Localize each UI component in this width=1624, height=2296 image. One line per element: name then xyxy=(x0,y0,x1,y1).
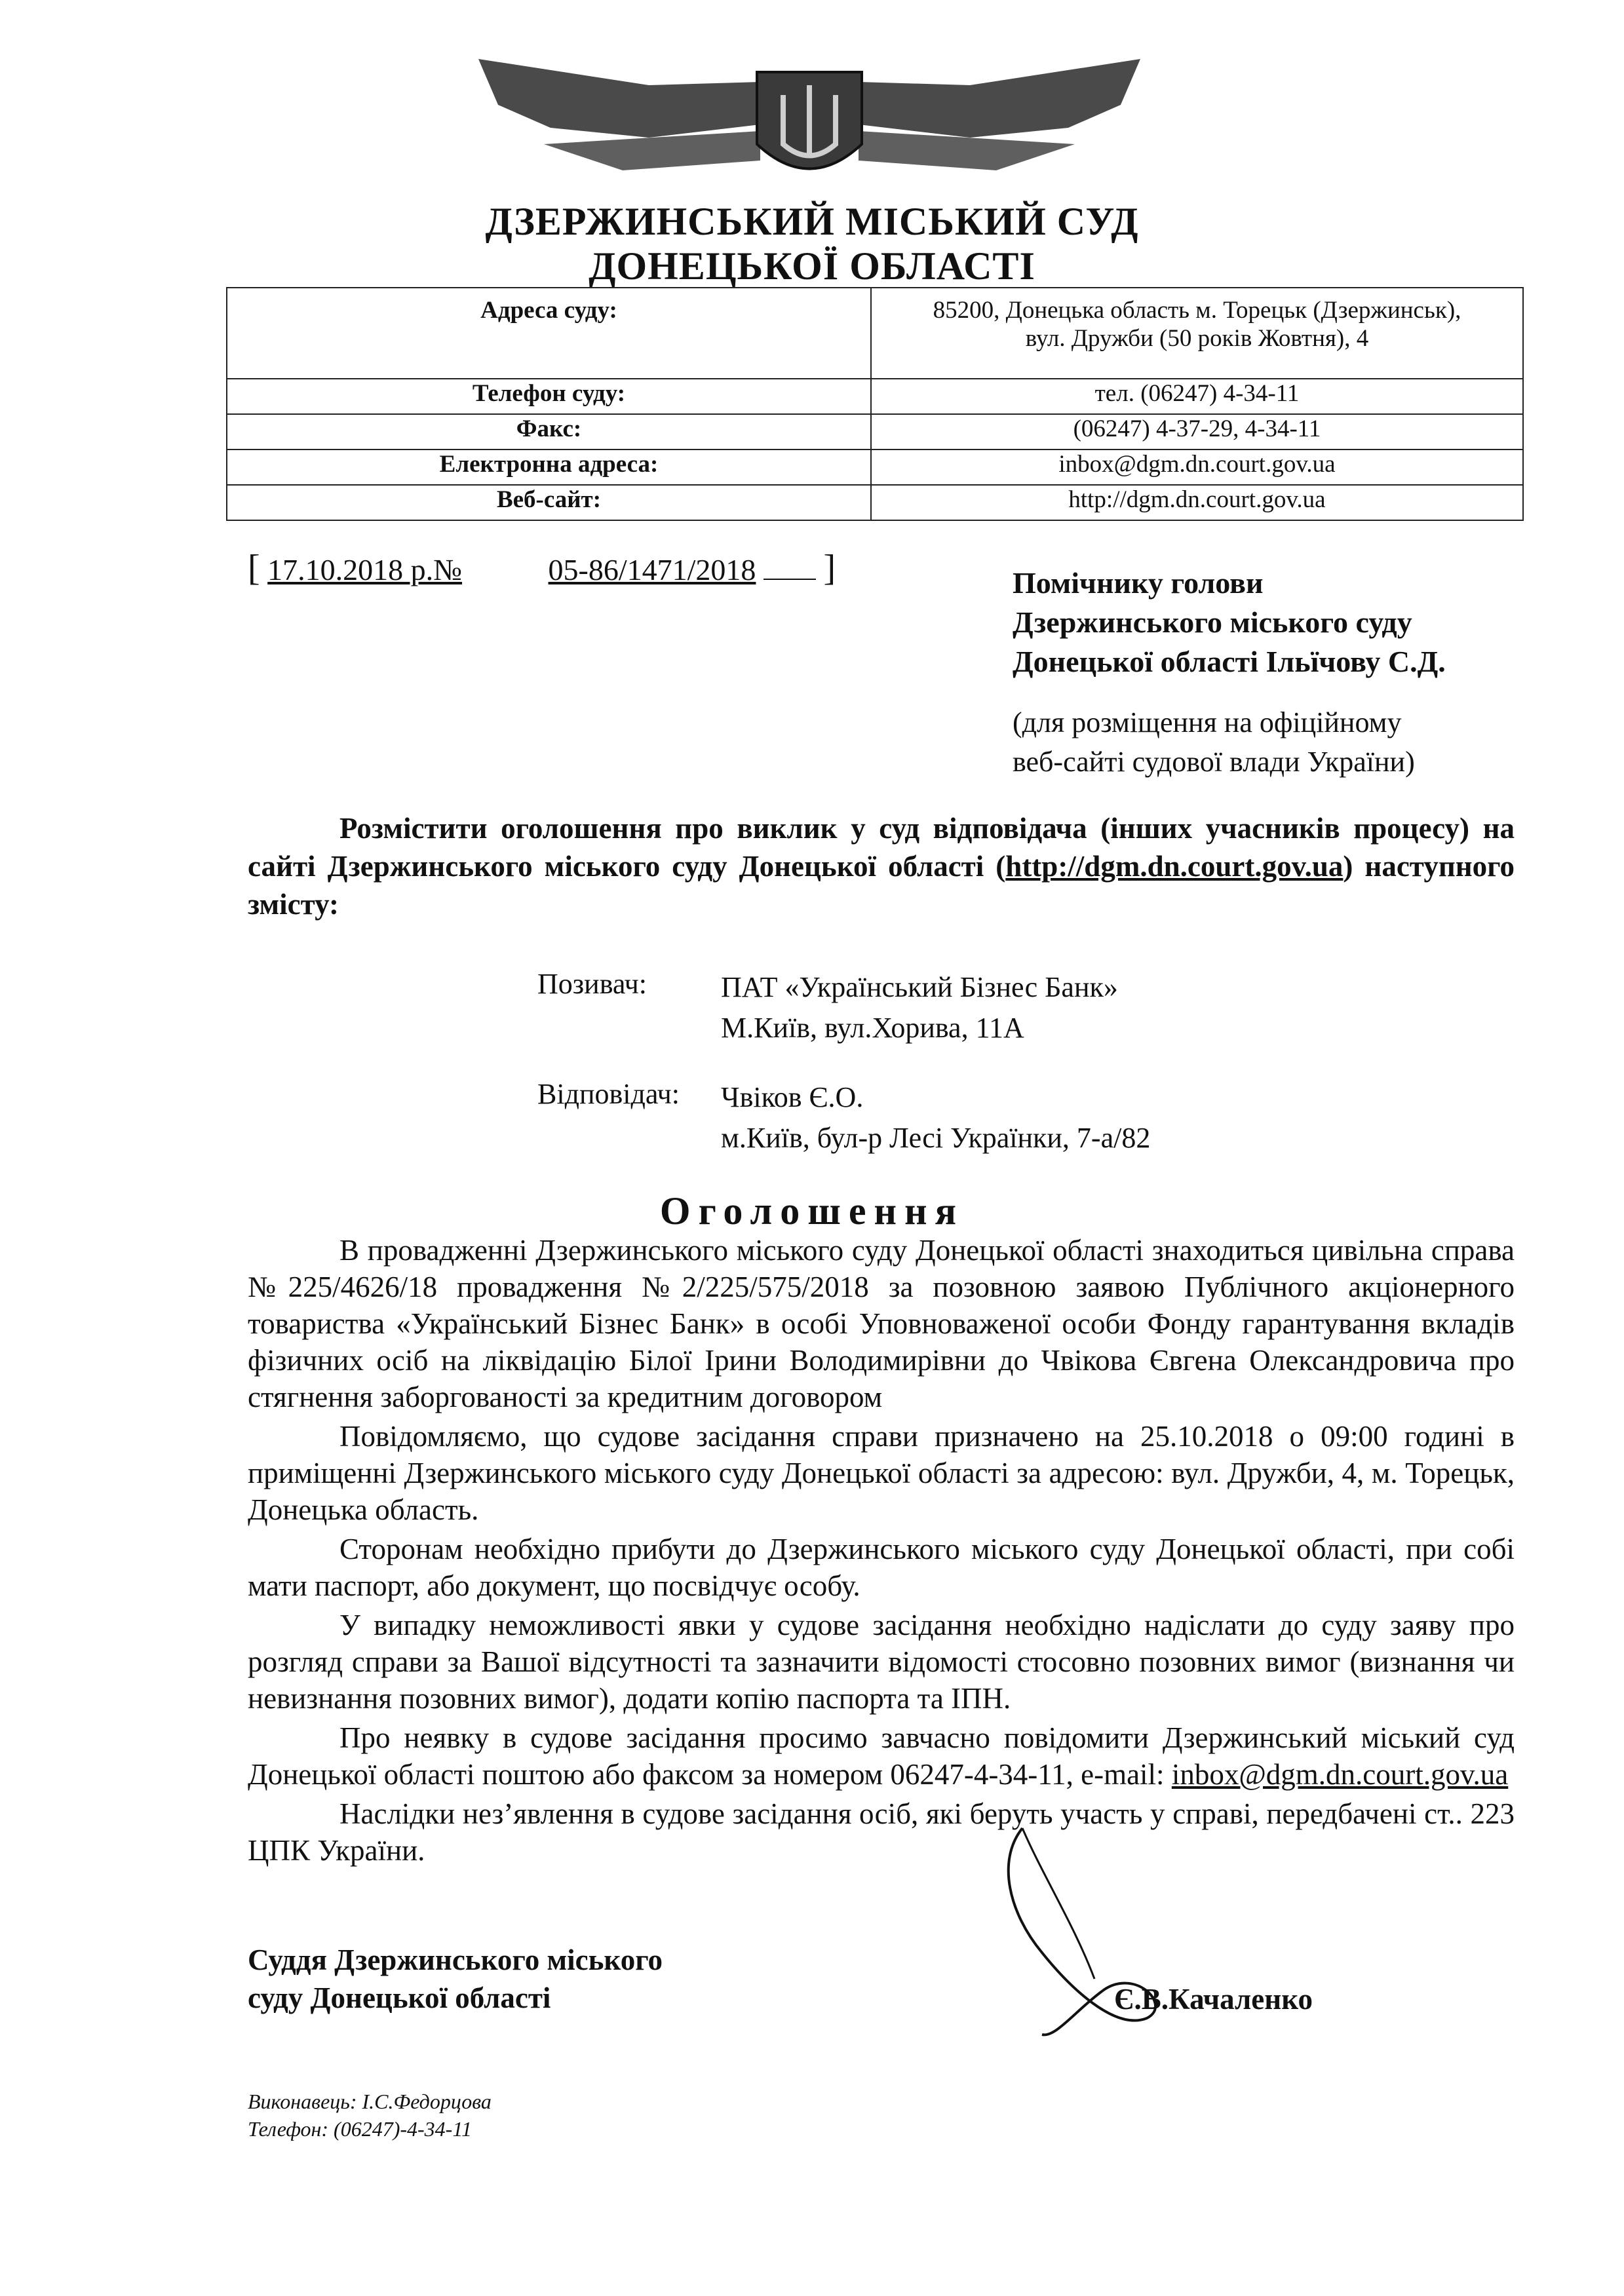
table-row xyxy=(227,450,1523,485)
request-text-end: ) наступного змісту: xyxy=(248,850,1515,921)
table-row xyxy=(227,379,1523,414)
phone-label: Телефон суду: xyxy=(227,379,871,414)
executor-line: Виконавець: І.С.Федорцова xyxy=(248,2090,492,2113)
website-label: Веб-сайт: xyxy=(227,485,871,520)
addressee-note-line2: веб-сайті судової влади України) xyxy=(1013,746,1415,778)
court-email-link[interactable]: inbox@dgm.dn.court.gov.ua xyxy=(1171,1758,1509,1791)
fax-label: Факс: xyxy=(227,414,871,450)
reference-bracket-open: [ xyxy=(248,548,260,588)
request-paragraph xyxy=(248,809,1515,923)
signer-name: Є.В.Качаленко xyxy=(1114,1983,1313,2016)
plaintiff-address: М.Київ, вул.Хорива, 11А xyxy=(721,1012,1024,1044)
defendant-details xyxy=(721,1077,1150,1158)
executor-block xyxy=(248,2088,492,2143)
website-value: http://dgm.dn.court.gov.ua xyxy=(871,485,1523,520)
announcement-body xyxy=(248,1232,1515,1871)
table-row xyxy=(227,485,1523,520)
addressee-line2: Дзержинського міського суду xyxy=(1013,605,1412,639)
announcement-paragraph: Повідомляємо, що судове засідання справи призначено на 25.10.2018 о 09:00 годині в приміщенні Дзержинського міського суду Донецької області за адресою: вул. Дружби, 4, м. Торецьк, Донецька область. xyxy=(248,1420,1515,1526)
reference-bracket-close: ] xyxy=(823,548,836,588)
addressee-block xyxy=(1013,564,1446,681)
table-row xyxy=(227,414,1523,450)
announcement-paragraph: Сторонам необхідно прибути до Дзержинського міського суду Донецької області, при собі мати паспорт, або документ, що посвідчує особу. xyxy=(248,1533,1515,1602)
address-line1: 85200, Донецька область м. Торецьк (Дзержинськ), xyxy=(933,297,1461,324)
request-text: Розмістити оголошення про виклик у суд відповідача (інших учасників процесу) на сайті Дзержинського міського суду Донецької області ( xyxy=(248,812,1515,883)
court-name-line2: ДОНЕЦЬКОЇ ОБЛАСТІ xyxy=(589,244,1035,288)
contacts-table xyxy=(226,287,1524,521)
court-name-line1: ДЗЕРЖИНСЬКИЙ МІСЬКИЙ СУД xyxy=(485,200,1139,243)
signer-position-line1: Суддя Дзержинського міського xyxy=(248,1943,663,1976)
email-value: inbox@dgm.dn.court.gov.ua xyxy=(871,450,1523,485)
addressee-line1: Помічнику голови xyxy=(1013,566,1264,600)
phone-value: тел. (06247) 4-34-11 xyxy=(871,379,1523,414)
email-label: Електронна адреса: xyxy=(227,450,871,485)
court-website-link[interactable]: http://dgm.dn.court.gov.ua xyxy=(1005,850,1344,883)
addressee-note-line1: (для розміщення на офіційному xyxy=(1013,706,1402,738)
addressee-line3: Донецької області Ільїчову С.Д. xyxy=(1013,645,1446,678)
address-line2: вул. Дружби (50 років Жовтня), 4 xyxy=(1025,325,1369,352)
announcement-paragraph: В провадженні Дзержинського міського суду Донецької області знаходиться цивільна справа №225/4626/18 провадження №2/225/575/2018 за позовною заявою Публічного акціонерного товариства «Український Бізнес Банк» в особі Уповноваженої особи Фонду гарантування вкладів фізичних осіб на ліквідацію Білої Ірини Володимирівни до Чвікова Євгена Олександровича про стягнення заборгованості за кредитним договором xyxy=(248,1234,1515,1413)
addressee-note xyxy=(1013,703,1415,782)
defendant-address: м.Київ, бул-р Лесі Українки, 7-а/82 xyxy=(721,1122,1151,1154)
table-row xyxy=(227,288,1523,379)
contact-instructions: Про неявку в судове засідання просимо завчасно повідомити Дзержинський міський суд Донецької області поштою або факсом за номером 06247-4-34-11, e-mail: xyxy=(248,1721,1515,1791)
reference-date: 17.10.2018 р.№ xyxy=(267,553,463,586)
court-emblem-image xyxy=(452,46,1167,197)
defendant-name: Чвіков Є.О. xyxy=(721,1081,864,1113)
fax-value: (06247) 4-37-29, 4-34-11 xyxy=(871,414,1523,450)
address-label: Адреса суду: xyxy=(227,288,871,379)
plaintiff-name: ПАТ «Український Бізнес Банк» xyxy=(721,971,1118,1003)
announcement-heading: Оголошення xyxy=(659,1189,965,1233)
reference-number: 05-86/1471/2018 xyxy=(548,553,756,586)
announcement-paragraph xyxy=(248,1719,1515,1793)
announcement-paragraph: Наслідки нез’явлення в судове засідання осіб, які беруть участь у справі, передбачені ст.. 223 ЦПК України. xyxy=(248,1797,1515,1867)
announcement-paragraph: У випадку неможливості явки у судове засідання необхідно надіслати до суду заяву про розгляд справи за Вашої відсутності та зазначити відомості стосовно позовних вимог (визнання чи невизнання позовних вимог), додати копію паспорта та ІПН. xyxy=(248,1609,1515,1715)
executor-phone: Телефон: (06247)-4-34-11 xyxy=(248,2117,472,2141)
defendant-label: Відповідач: xyxy=(537,1078,680,1110)
signer-position xyxy=(248,1941,663,2017)
plaintiff-label: Позивач: xyxy=(537,968,648,1000)
reference-line xyxy=(248,547,836,589)
address-value xyxy=(871,288,1523,379)
plaintiff-details xyxy=(721,967,1118,1048)
signer-position-line2: суду Донецької області xyxy=(248,1981,551,2014)
